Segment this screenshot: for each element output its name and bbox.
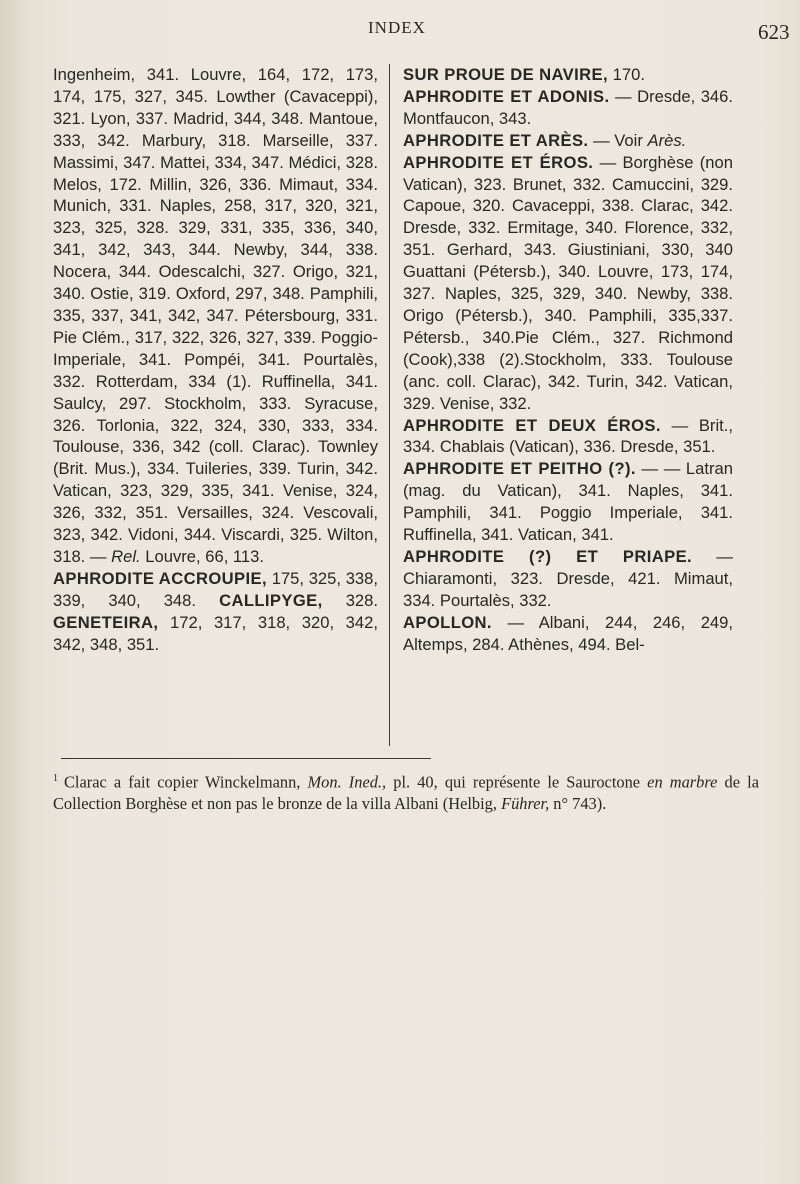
continuation-text: Ingenheim, 341. Louvre, 164, 172, 173, 174, 175, 327, 345. Lowther (Cavaceppi), 321. Lyon, 337. Madrid, 344, 348. Mantoue, 333, 342. Marbury, 318. Marseille, 337. Massimi, 347. Mattei, 334, 347. Médici, 328. Melos, 172. Millin, 326, 336. Mimaut, 334. Munich, 331. Naples, 258, 317, 320, 321, 323, 325, 328. 329, 331, 335, 336, 340, 341, 342, 343, 344. Newby, 344, 338. Nocera, 344. Odescalchi, 327. Origo, 321, 340. Ostie, 319. Oxford, 297, 348. Pamphili, 335, 337, 341, 342, 347. Pétersbourg, 331. Pie Clém., 317, 322, 326, 327, 339. Poggio-Imperiale, 341. Pompéi, 341. Pourtalès, 332. Rotterdam, 334 (1). Ruffinella, 341. Saulcy, 297. Stockholm, 333. Syracuse, 326. Torlonia, 322, 324, 330, 333, 334. Toulouse, 336, 342 (coll. Clarac). Townley (Brit. Mus.), 334. Tuileries, 339. Turin, 342. Vatican, 323, 329, 335, 341. Venise, 324, 326, 332, 351. Versailles, 324. Vescovali, 323, 342. Vidoni, 344. Viscardi, 325. Wilton, 318. — <box>53 65 378 566</box>
right-column <box>403 64 733 655</box>
entry-heading: APHRODITE ACCROUPIE, <box>53 568 267 588</box>
entry-heading: CALLIPYGE, <box>219 590 323 610</box>
continuation-tail: Louvre, 66, 113. <box>145 546 264 566</box>
entry-body: — Dresde, 346. Montfaucon, 343. <box>403 86 733 128</box>
entry-heading: APHRODITE ET ÉROS. <box>403 152 594 172</box>
entry-body: 175, 325, 338, 339, 340, 348. <box>53 568 378 610</box>
footnote-italic: Führer, <box>501 794 550 814</box>
entry-body: — Chiaramonti, 323. Dresde, 421. Mimaut, 334. Pourtalès, 332. <box>403 546 733 610</box>
index-entry <box>403 546 733 612</box>
entry-heading: APHRODITE ET PEITHO (?). <box>403 459 636 479</box>
column-divider <box>389 64 390 746</box>
footnote-text: Clarac a fait copier Winckelmann, <box>64 772 301 792</box>
footnote-italic: Mon. Ined., <box>307 772 387 792</box>
entry-heading: APHRODITE ET DEUX ÉROS. <box>403 415 661 435</box>
footnote-text: pl. 40, qui représente le Sauroctone <box>393 772 641 792</box>
footnote-text: n° 743). <box>553 794 607 814</box>
entry-body: 172, 317, 318, 320, 342, 342, 348, 351. <box>53 612 378 654</box>
page-header <box>0 10 800 50</box>
index-entry <box>403 612 733 656</box>
entry-body: — Albani, 244, 246, 249, Altemps, 284. Athènes, 494. Bel- <box>403 612 733 654</box>
footnote-marker: 1 <box>53 773 58 784</box>
entry-cross-reference: Arès. <box>647 130 687 150</box>
entry-heading: SUR PROUE DE NAVIRE, <box>403 65 609 84</box>
left-column <box>53 64 378 655</box>
running-head: INDEX <box>368 18 426 37</box>
entry-body: — Brit., 334. Chablais (Vatican), 336. Dresde, 351. <box>403 415 733 457</box>
page-number: 623 <box>758 20 790 44</box>
index-entry <box>403 86 733 130</box>
entry-body: — Voir <box>593 130 643 150</box>
continuation-italic: Rel. <box>111 546 141 566</box>
footnote-divider <box>61 758 431 759</box>
entry-body: — Borghèse (non Vatican), 323. Brunet, 332. Camuccini, 329. Capoue, 320. Cavaceppi, 338. Clarac, 342. Dresde, 332. Ermitage, 340. Florence, 332, 351. Gerhard, 343. Giustiniani, 330, 340 Guattani (Pétersb.), 340. Louvre, 173, 174, 327. Naples, 325, 329, 340. Newby, 338. Origo (Pétersb.), 340. Pamphili, 335,337. Pétersb., 340.Pie Clém., 327. Richmond (Cook),338 (2).Stockholm, 333. Toulouse (anc. coll. Clarac), 342. Turin, 342. Vatican, 329. Venise, 332. <box>403 152 733 413</box>
index-entry <box>403 152 733 415</box>
footnote-italic: en marbre <box>647 772 718 792</box>
entry-body: 170. <box>612 65 645 84</box>
index-entry <box>403 458 733 546</box>
footnote <box>53 768 759 815</box>
index-entry <box>403 130 733 152</box>
entry-heading: GENETEIRA, <box>53 612 159 632</box>
footnote-text: de la Collection Borghèse et non pas le bronze de la villa Albani (Helbig, <box>53 772 759 814</box>
index-entry <box>403 415 733 459</box>
index-entry <box>403 64 733 86</box>
index-entry-continuation <box>53 64 378 568</box>
entry-heading: APHRODITE ET ARÈS. <box>403 130 589 150</box>
entry-heading: APHRODITE ET ADONIS. <box>403 86 610 106</box>
entry-heading: APOLLON. <box>403 612 492 632</box>
entry-body: 328. <box>345 590 378 610</box>
entry-heading: APHRODITE (?) ET PRIAPE. <box>403 546 693 566</box>
index-entry <box>53 568 378 656</box>
entry-body: — — Latran (mag. du Vatican), 341. Naples, 341. Pamphili, 341. Poggio Imperiale, 341. Ruffinella, 341. Vatican, 341. <box>403 459 733 545</box>
